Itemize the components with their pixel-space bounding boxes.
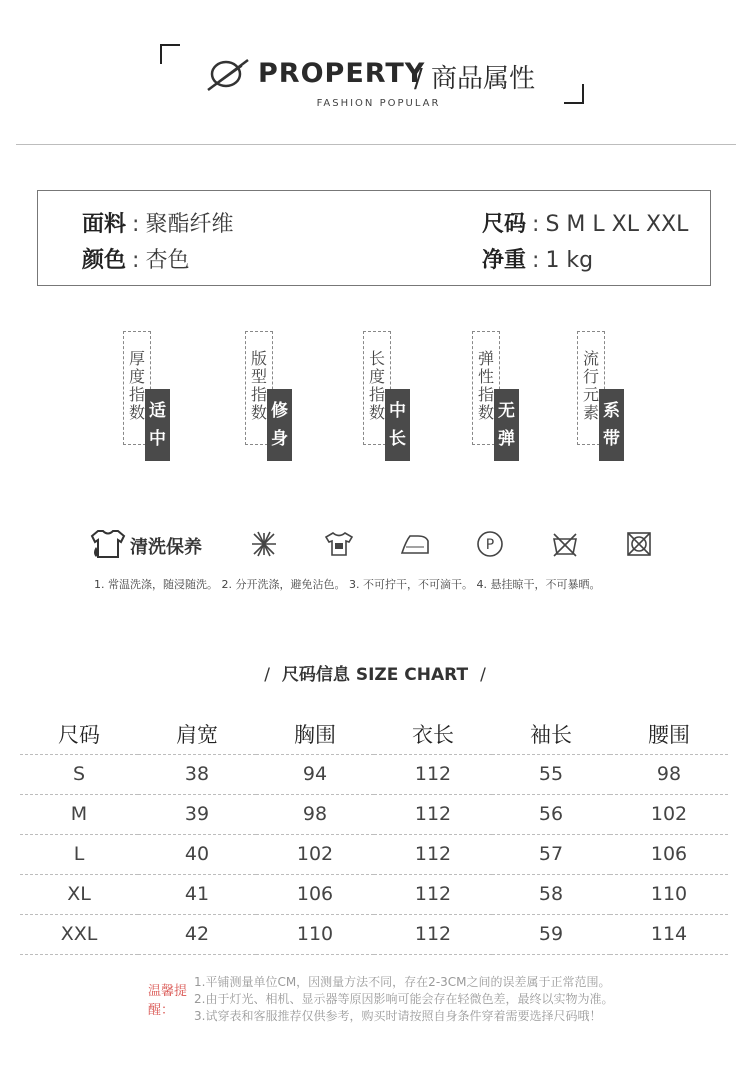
index-label-char: 性 bbox=[477, 367, 494, 386]
cell: 110 bbox=[256, 914, 374, 954]
size-chart-title-text: 尺码信息 SIZE CHART bbox=[281, 665, 469, 685]
table-row bbox=[20, 754, 728, 794]
cell: M bbox=[20, 794, 138, 834]
dry-clean-p-icon bbox=[476, 530, 504, 558]
index-label-char: 指 bbox=[477, 385, 494, 404]
cell: L bbox=[20, 834, 138, 874]
index-label-char: 素 bbox=[582, 403, 599, 422]
table-row bbox=[20, 874, 728, 914]
cell: 110 bbox=[610, 874, 728, 914]
cell: 106 bbox=[610, 834, 728, 874]
cell: 58 bbox=[492, 874, 610, 914]
index-value-char: 身 bbox=[271, 429, 288, 449]
cell: 102 bbox=[610, 794, 728, 834]
index-label-char: 指 bbox=[250, 385, 267, 404]
color-key: 颜色 bbox=[82, 248, 127, 273]
size-sep: : bbox=[532, 212, 540, 237]
index-value bbox=[385, 389, 410, 461]
tip-line: 2.由于灯光、相机、显示器等原因影响可能会存在轻微色差，最终以实物为准。 bbox=[194, 992, 614, 1006]
tip-line: 1.平铺测量单位CM，因测量方法不同，存在2-3CM之间的误差属于正常范围。 bbox=[194, 975, 611, 989]
cell: 98 bbox=[256, 794, 374, 834]
index-value-char: 中 bbox=[149, 429, 166, 449]
header-length: 衣长 bbox=[374, 714, 492, 754]
slash-left: / bbox=[264, 665, 270, 685]
fabric-value: 聚酯纤维 bbox=[145, 212, 234, 237]
no-bleach-icon bbox=[250, 531, 278, 557]
cell: 112 bbox=[374, 834, 492, 874]
cell: 59 bbox=[492, 914, 610, 954]
index-value-char: 系 bbox=[603, 401, 620, 421]
cell: 102 bbox=[256, 834, 374, 874]
index-label-char: 流 bbox=[582, 349, 599, 368]
weight-row bbox=[482, 243, 593, 274]
fabric-row bbox=[82, 207, 233, 238]
weight-sep: : bbox=[532, 248, 540, 273]
svg-text:P: P bbox=[485, 537, 495, 553]
cell: 38 bbox=[138, 754, 256, 794]
index-fit bbox=[245, 331, 305, 461]
header-size: 尺码 bbox=[20, 714, 138, 754]
cell: 114 bbox=[610, 914, 728, 954]
index-label-char: 行 bbox=[582, 367, 599, 386]
index-label-char: 长 bbox=[368, 349, 385, 368]
weight-value: 1 kg bbox=[545, 248, 594, 273]
property-logo-icon bbox=[206, 56, 250, 92]
size-row bbox=[482, 207, 688, 238]
index-label-char: 数 bbox=[250, 403, 267, 422]
index-thickness bbox=[123, 331, 183, 461]
cell: 41 bbox=[138, 874, 256, 914]
index-value-char: 无 bbox=[498, 401, 515, 421]
index-label-char: 数 bbox=[128, 403, 145, 422]
cell: 56 bbox=[492, 794, 610, 834]
color-row bbox=[82, 243, 189, 274]
do-not-wash-icon bbox=[551, 531, 579, 557]
fabric-sep: : bbox=[132, 212, 140, 237]
index-label-char: 指 bbox=[128, 385, 145, 404]
shirt-dry-icon bbox=[324, 531, 354, 557]
cell: 112 bbox=[374, 874, 492, 914]
cell: XL bbox=[20, 874, 138, 914]
cell: 42 bbox=[138, 914, 256, 954]
cell: 112 bbox=[374, 754, 492, 794]
weight-key: 净重 bbox=[482, 248, 527, 273]
index-value bbox=[599, 389, 624, 461]
care-title: 清洗保养 bbox=[130, 537, 202, 558]
cell: 112 bbox=[374, 914, 492, 954]
index-length bbox=[363, 331, 423, 461]
index-value-char: 修 bbox=[271, 401, 288, 421]
cell: 57 bbox=[492, 834, 610, 874]
tips-label: 温馨提醒： bbox=[148, 984, 188, 1018]
index-label-char: 指 bbox=[368, 385, 385, 404]
size-key: 尺码 bbox=[482, 212, 527, 237]
fabric-key: 面料 bbox=[82, 212, 127, 237]
index-value-char: 长 bbox=[389, 429, 406, 449]
iron-icon bbox=[400, 533, 430, 555]
subtitle: FASHION POPULAR bbox=[316, 98, 441, 109]
property-box bbox=[37, 190, 711, 286]
do-not-tumble-dry-icon bbox=[626, 531, 652, 557]
cell: 98 bbox=[610, 754, 728, 794]
table-row bbox=[20, 794, 728, 834]
title-cn: / 商品属性 bbox=[414, 64, 536, 94]
index-label-char: 数 bbox=[368, 403, 385, 422]
table-row bbox=[20, 914, 728, 954]
tip-line: 3.试穿表和客服推荐仅供参考，购买时请按照自身条件穿着需要选择尺码哦！ bbox=[194, 1009, 602, 1023]
index-value bbox=[494, 389, 519, 461]
header-sleeve: 袖长 bbox=[492, 714, 610, 754]
index-label-char: 度 bbox=[128, 367, 145, 386]
size-table-header bbox=[20, 714, 728, 754]
index-value bbox=[145, 389, 170, 461]
index-label-char: 型 bbox=[250, 367, 267, 386]
table-row bbox=[20, 834, 728, 874]
size-chart-title bbox=[0, 660, 750, 685]
cell: 112 bbox=[374, 794, 492, 834]
cell: 55 bbox=[492, 754, 610, 794]
cell: 40 bbox=[138, 834, 256, 874]
care-note: 1. 常温洗涤，随浸随洗。 2. 分开洗涤，避免沾色。 3. 不可拧干，不可滴干。 4. 悬挂晾干，不可暴晒。 bbox=[94, 578, 601, 591]
index-label-char: 版 bbox=[250, 349, 267, 368]
index-label-char: 厚 bbox=[128, 349, 145, 368]
tips-lines bbox=[194, 974, 613, 1025]
shirt-water-icon bbox=[88, 527, 126, 561]
cell: XXL bbox=[20, 914, 138, 954]
divider bbox=[16, 144, 736, 145]
title-en: PROPERTY bbox=[258, 58, 426, 89]
index-value-char: 适 bbox=[149, 401, 166, 421]
color-value: 杏色 bbox=[145, 248, 190, 273]
header-chest: 胸围 bbox=[256, 714, 374, 754]
index-trend bbox=[577, 331, 637, 461]
index-elasticity bbox=[472, 331, 532, 461]
index-label-char: 度 bbox=[368, 367, 385, 386]
index-label-char: 弹 bbox=[477, 349, 494, 368]
index-label-char: 数 bbox=[477, 403, 494, 422]
cell: 94 bbox=[256, 754, 374, 794]
header-shoulder: 肩宽 bbox=[138, 714, 256, 754]
index-label-char: 元 bbox=[582, 385, 599, 404]
size-table bbox=[20, 714, 728, 955]
cell: 106 bbox=[256, 874, 374, 914]
cell: 39 bbox=[138, 794, 256, 834]
size-value: S M L XL XXL bbox=[545, 212, 689, 237]
cell: S bbox=[20, 754, 138, 794]
index-value-char: 中 bbox=[389, 401, 406, 421]
corner-top-left bbox=[160, 44, 180, 64]
index-value-char: 弹 bbox=[498, 429, 515, 449]
header-waist: 腰围 bbox=[610, 714, 728, 754]
color-sep: : bbox=[132, 248, 140, 273]
index-value-char: 带 bbox=[603, 429, 620, 449]
slash-right: / bbox=[480, 665, 486, 685]
index-value bbox=[267, 389, 292, 461]
